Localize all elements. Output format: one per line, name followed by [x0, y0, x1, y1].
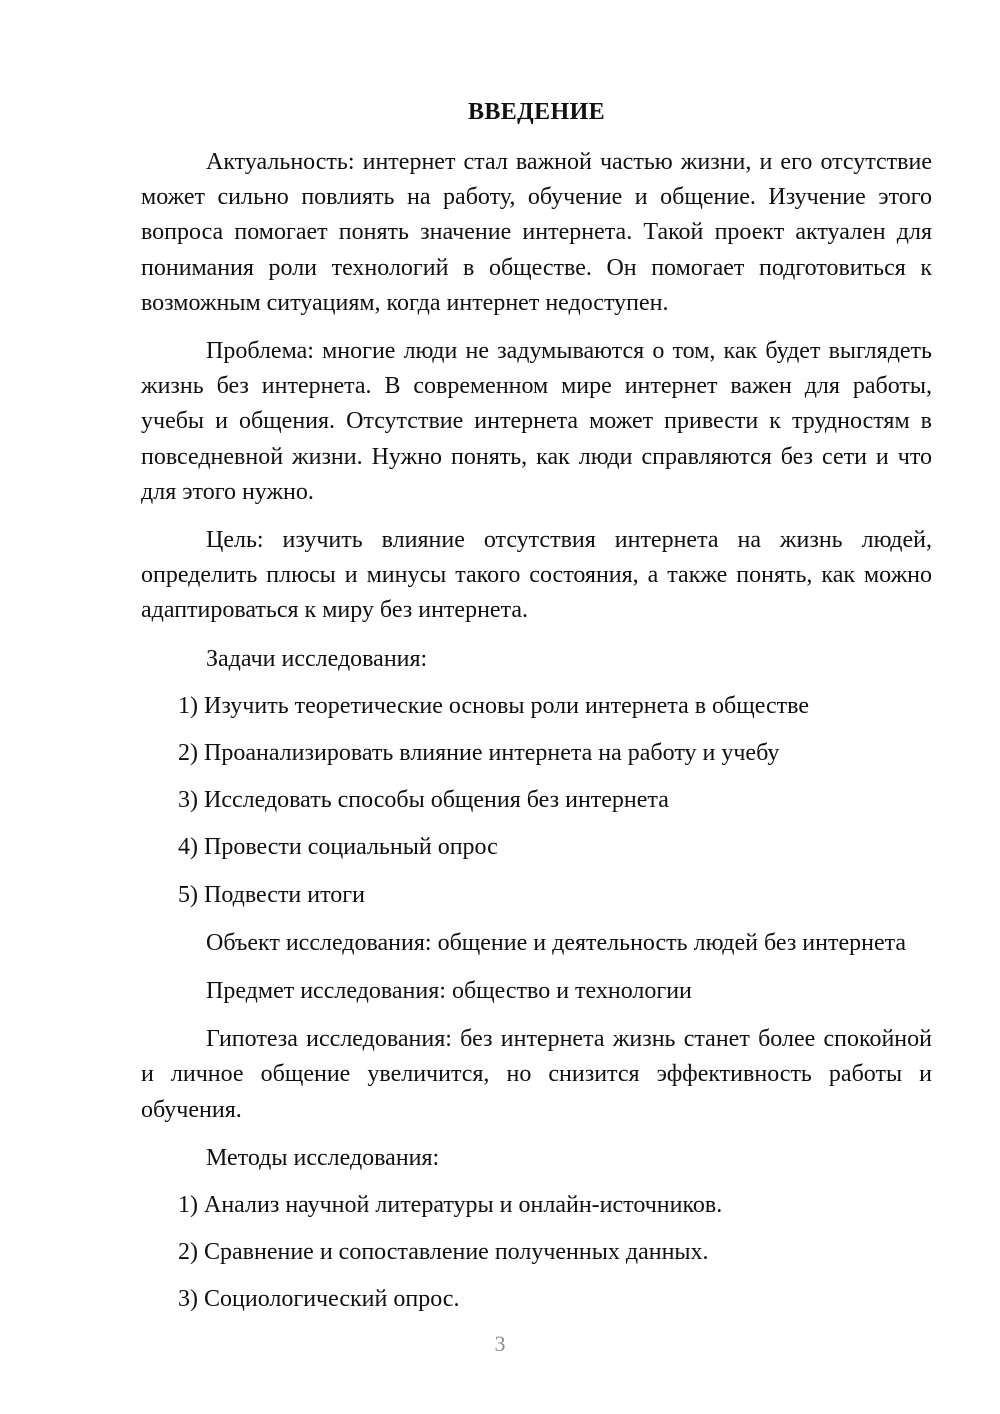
- methods-heading: Методы исследования:: [206, 1144, 440, 1171]
- list-item: 2) Сравнение и сопоставление полученных данных.: [178, 1239, 709, 1266]
- tasks-heading: Задачи исследования:: [206, 645, 428, 672]
- page-number: 3: [494, 1331, 506, 1356]
- list-item: 2) Проанализировать влияние интернета на работу и учебу: [178, 740, 780, 767]
- tasks-list: [141, 677, 932, 913]
- list-item: 1) Изучить теоретические основы роли интернета в обществе: [178, 692, 809, 719]
- paragraph-hypothesis: Гипотеза исследования: без интернета жизнь станет более спокойной и личное общение увеличится, но снизится эффективность работы и обучения.: [141, 1026, 932, 1123]
- list-item: 1) Анализ научной литературы и онлайн-источников.: [178, 1192, 723, 1219]
- list-item: 3) Социологический опрос.: [178, 1286, 460, 1313]
- list-item: 5) Подвести итоги: [178, 881, 365, 908]
- methods-list: [141, 1176, 932, 1318]
- paragraph-problem: Проблема: многие люди не задумываются о том, как будет выглядеть жизнь без интернета. В современном мире интернет важен для работы, учебы и общения. Отсутствие интернета может привести к трудностям в повседневной жизни. Нужно понять, как люди справляются без сети и что для этого нужно.: [141, 338, 932, 505]
- paragraph-object: Объект исследования: общение и деятельность людей без интернета: [206, 929, 907, 956]
- list-item: 3) Исследовать способы общения без интернета: [178, 787, 669, 814]
- document-body: [141, 0, 932, 1318]
- paragraph-relevance: Актуальность: интернет стал важной частью жизни, и его отсутствие может сильно повлиять на работу, обучение и общение. Изучение этого вопроса помогает понять значение интернета. Такой проект актуален для понимания роли технологий в обществе. Он помогает подготовиться к возможным ситуациям, когда интернет недоступен.: [141, 149, 932, 316]
- paragraph-goal: Цель: изучить влияние отсутствия интернета на жизнь людей, определить плюсы и минусы такого состояния, а также понять, как можно адаптироваться к миру без интернета.: [141, 527, 932, 624]
- paragraph-subject: Предмет исследования: общество и технологии: [206, 978, 692, 1005]
- list-item: 4) Провести социальный опрос: [178, 834, 498, 861]
- page-title: ВВЕДЕНИЕ: [467, 99, 606, 125]
